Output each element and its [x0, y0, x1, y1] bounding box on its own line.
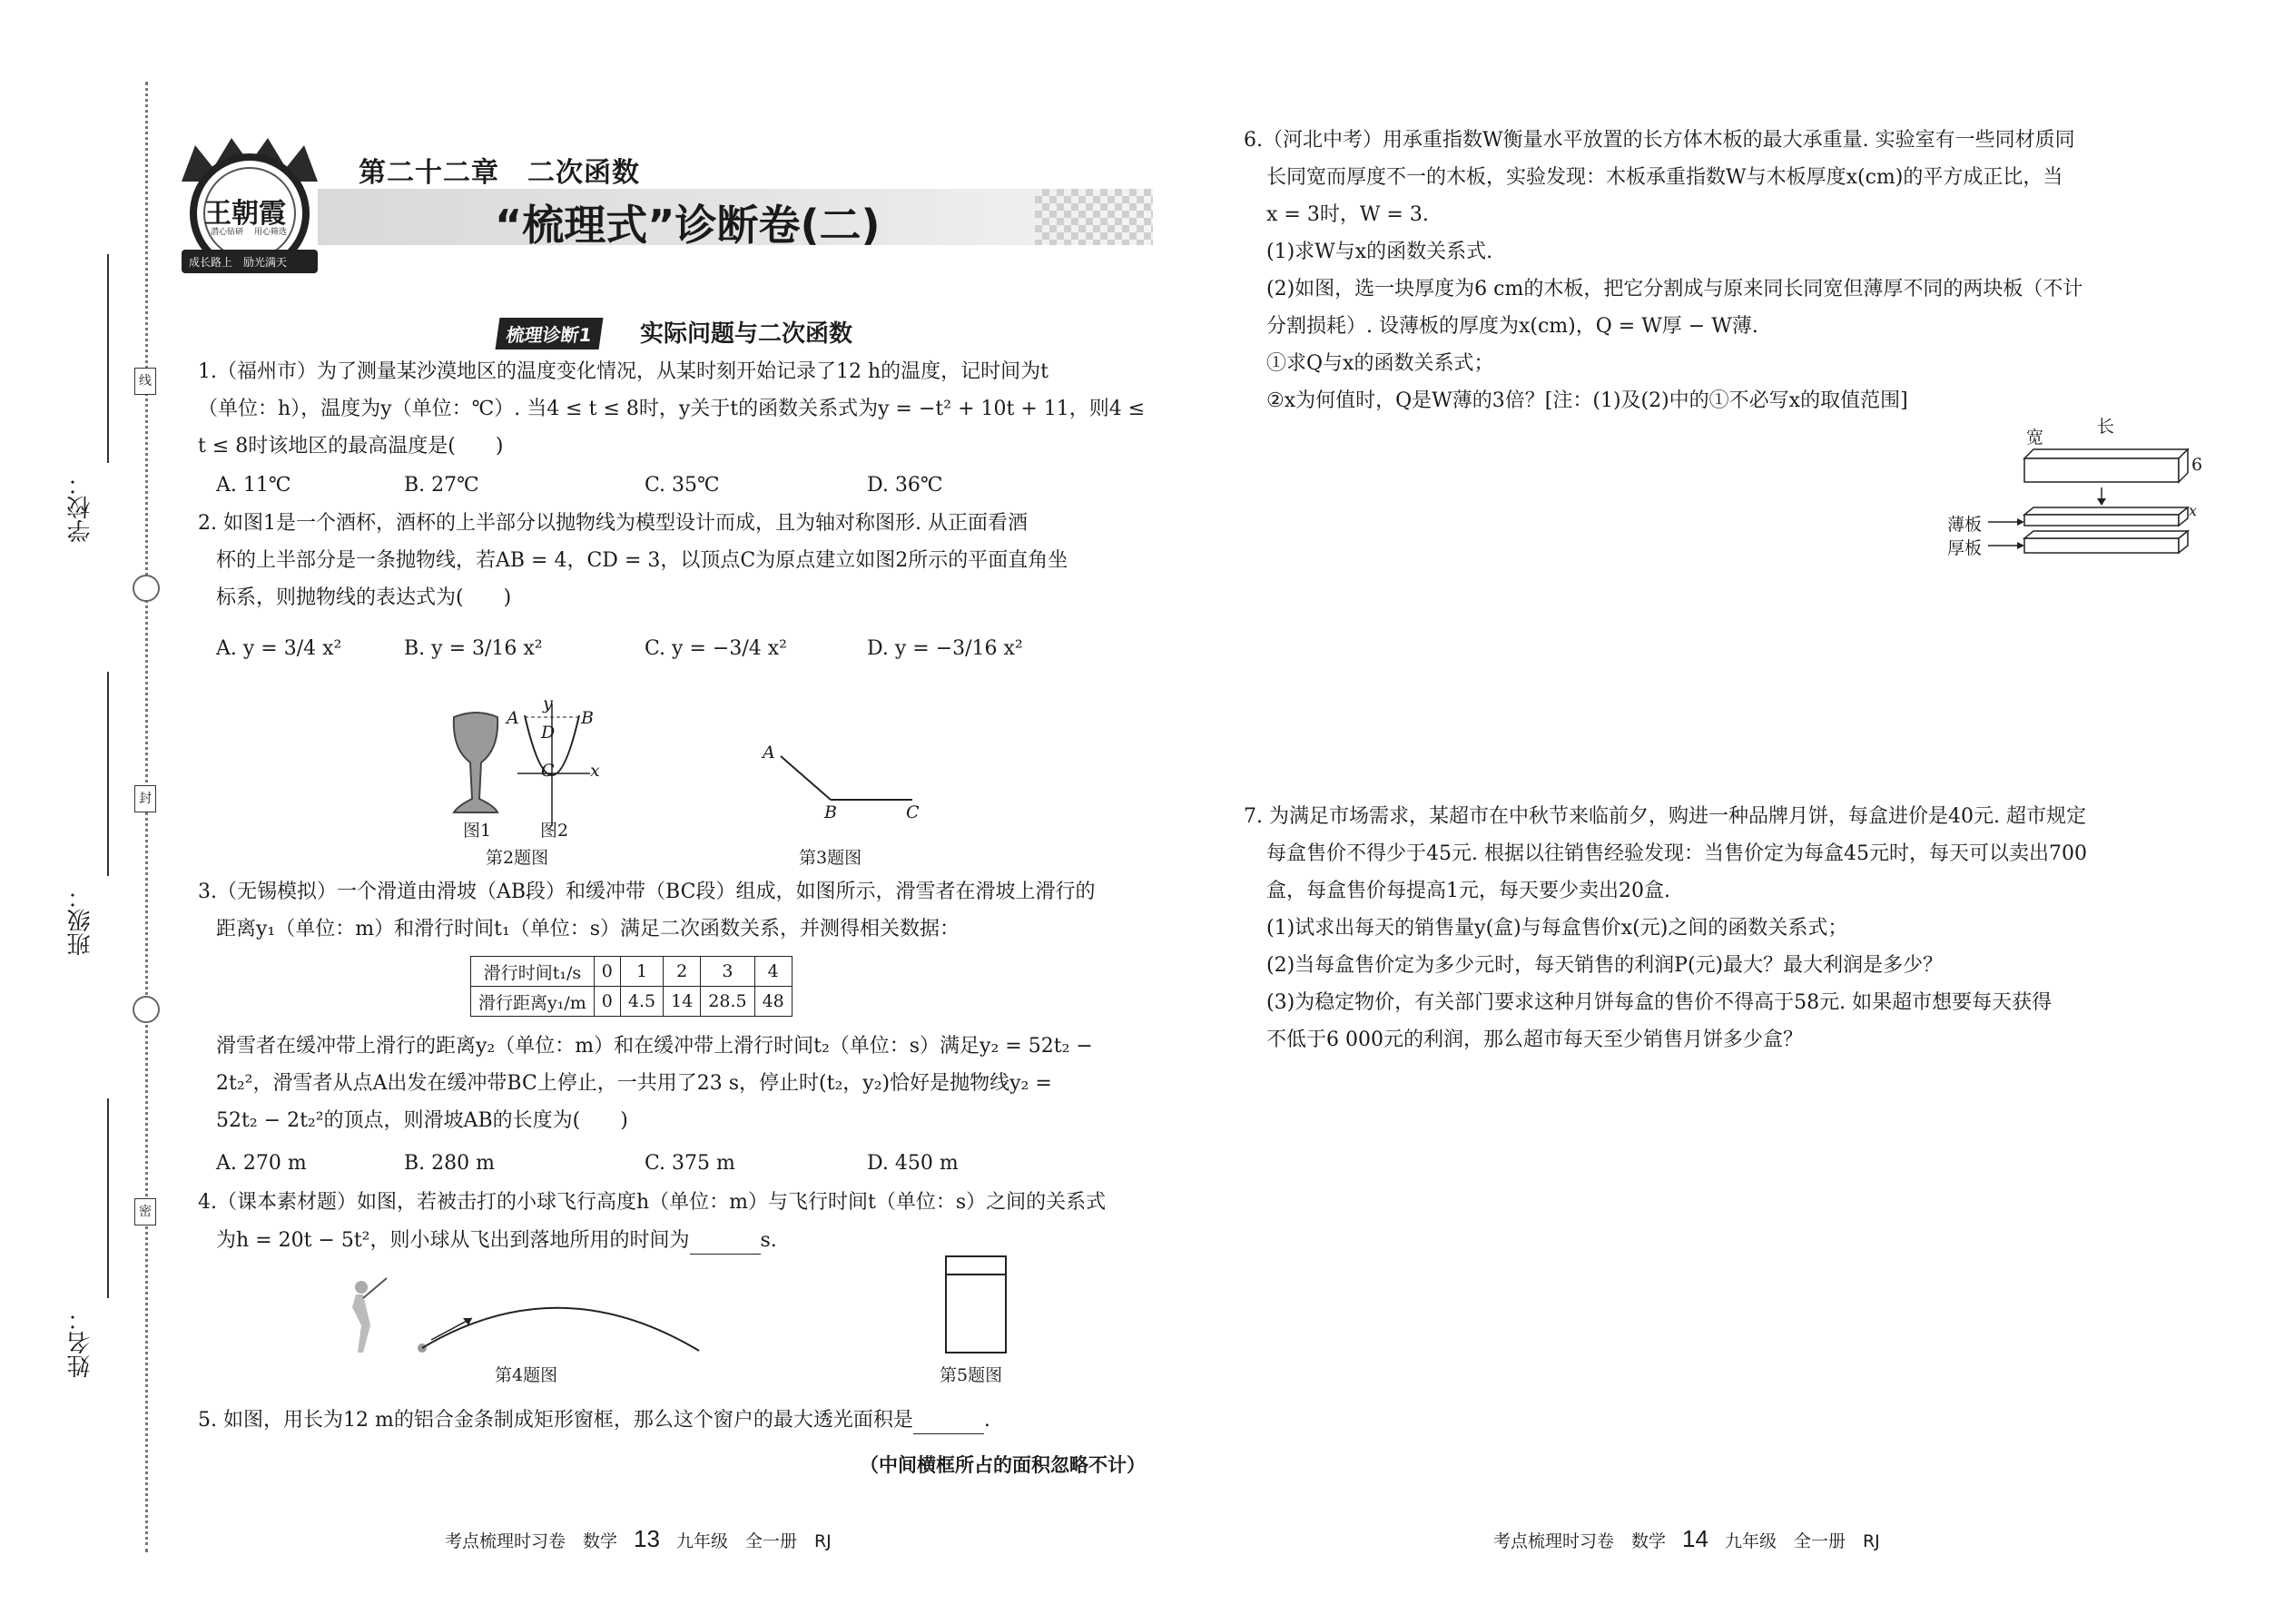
q6-line: x = 3时，W = 3. — [1266, 203, 1429, 226]
label-c: C — [541, 761, 555, 781]
q5-figure-caption: 第5题图 — [940, 1365, 1003, 1385]
q6-part2-2: ②x为何值时，Q是W薄的3倍？[注：(1)及(2)中的①不必写x的取值范围] — [1266, 389, 1908, 412]
ornament-icon — [133, 575, 160, 602]
label-long: 长 — [2097, 417, 2115, 437]
label-wide: 宽 — [2026, 428, 2044, 448]
q5-text: 5. 如图，用长为12 m的铝合金条制成矩形窗框，那么这个窗户的最大透光面积是 — [198, 1409, 913, 1432]
label-x: x — [590, 761, 600, 781]
q3-option-c[interactable]: C. 375 m — [645, 1152, 735, 1175]
chapter-title: 第二十二章 二次函数 — [359, 157, 640, 189]
q2-option-c[interactable]: C. y = −3/4 x² — [645, 637, 787, 660]
q7-line: 7. 为满足市场需求，某超市在中秋节来临前夕，购进一种品牌月饼，每盒进价是40元. 超市规定 — [1244, 805, 2086, 828]
section-badge: 梳理诊断1 — [496, 318, 604, 349]
q3-option-b[interactable]: B. 280 m — [404, 1152, 495, 1175]
slide-label-c: C — [906, 802, 920, 822]
ornament-icon — [133, 996, 160, 1023]
page-number: 14 — [1682, 1525, 1708, 1552]
q5-end: . — [983, 1409, 990, 1432]
label-thick-board: 厚板 — [1947, 538, 1983, 558]
label-a: A — [507, 708, 519, 728]
q4-line: 4.（课本素材题）如图，若被击打的小球飞行高度h（单位：m）与飞行时间t（单位：s）之间的关系式 — [198, 1191, 1107, 1214]
q2-option-d[interactable]: D. y = −3/16 x² — [867, 637, 1023, 660]
table-cell: 14 — [664, 987, 701, 1017]
slide-label-a: A — [763, 743, 775, 763]
q2-line: 2. 如图1是一个酒杯，酒杯的上半部分以抛物线为模型设计而成，且为轴对称图形. 从正面看酒 — [198, 512, 1028, 535]
q3-line: 2t₂²，滑雪者从点A出发在缓冲带BC上停止，一共用了23 s，停止时(t₂，y₂)恰好是抛物线y₂ = — [216, 1072, 1052, 1095]
q4-figure — [336, 1271, 717, 1362]
table-cell: 1 — [620, 957, 663, 987]
slide-label-b: B — [824, 802, 837, 822]
fig1-caption: 图1 — [463, 821, 492, 841]
table-cell: 0 — [594, 957, 620, 987]
class-label: 班级： — [67, 885, 94, 956]
table-cell: 3 — [701, 957, 754, 987]
label-six: 6 — [2191, 455, 2203, 475]
q7-part1: (1)试求出每天的销售量y(盒)与每盒售价x(元)之间的函数关系式； — [1266, 917, 1848, 940]
q2-figures — [445, 694, 645, 841]
q2-option-a[interactable]: A. y = 3/4 x² — [216, 637, 342, 660]
logo-slogan: 用心筛选 — [254, 228, 288, 237]
q3-option-a[interactable]: A. 270 m — [216, 1152, 307, 1175]
q4-figure-caption: 第4题图 — [495, 1365, 558, 1385]
q4-line — [216, 1227, 777, 1255]
q3-line: 3.（无锡模拟）一个滑道由滑坡（AB段）和缓冲带（BC段）组成，如图所示，滑雪者在滑坡上滑行的 — [198, 881, 1096, 903]
q7-part3: 不低于6 000元的利润，那么超市每天至少销售月饼多少盒？ — [1266, 1029, 1803, 1051]
q3-figure — [763, 743, 926, 824]
q7-part2: (2)当每盒售价定为多少元时，每天销售的利润P(元)最大？最大利润是多少？ — [1266, 954, 1944, 977]
q3-line: 52t₂ − 2t₂²的顶点，则滑坡AB的长度为( ) — [216, 1109, 628, 1132]
binding-dashed-line — [145, 82, 148, 1552]
q6-line: 长同宽而厚度不一的木板，实验发现：木板承重指数W与木板厚度x(cm)的平方成正比，当 — [1266, 166, 2063, 189]
q3-line: 距离y₁（单位：m）和滑行时间t₁（单位：s）满足二次函数关系，并测得相关数据： — [216, 918, 960, 940]
q3-figure-caption: 第3题图 — [799, 848, 862, 868]
footer-right — [1493, 1525, 1880, 1553]
fig2-caption: 图2 — [540, 821, 569, 841]
name-field[interactable] — [107, 1098, 109, 1298]
exam-title: “梳理式”诊断卷(二) — [495, 201, 881, 250]
brand-logo — [163, 127, 336, 281]
table-cell: 4 — [754, 957, 792, 987]
checker-pattern — [1035, 189, 1153, 245]
logo-text: 王朝霞 — [204, 198, 286, 230]
footer-suffix: 九年级 全一册 RJ — [1724, 1531, 1880, 1551]
table-cell: 28.5 — [701, 987, 754, 1017]
q6-part2: 分割损耗）. 设薄板的厚度为x(cm)，Q = W厚 − W薄. — [1266, 315, 1758, 338]
q6-line: 6.（河北中考）用承重指数W衡量水平放置的长方体木板的最大承重量. 实验室有一些同材质同 — [1244, 129, 2075, 152]
q1-line: t ≤ 8时该地区的最高温度是( ) — [198, 435, 504, 458]
school-label: 学校： — [67, 472, 94, 543]
q5-note: （中间横框所占的面积忽略不计） — [860, 1453, 1146, 1476]
class-field[interactable] — [107, 672, 109, 876]
q3-data-table — [470, 956, 793, 1017]
seal-box-closed: 密 — [134, 1198, 156, 1225]
q3-option-d[interactable]: D. 450 m — [867, 1152, 959, 1175]
footer-suffix: 九年级 全一册 RJ — [675, 1531, 832, 1551]
footer-left — [445, 1525, 832, 1553]
q6-board-figure — [1934, 417, 2203, 576]
q7-line: 每盒售价不得少于45元. 根据以往销售经验发现：当售价定为每盒45元时，每天可以卖出700 — [1266, 842, 2087, 865]
footer-prefix: 考点梳理时习卷 数学 — [1493, 1531, 1667, 1551]
table-row-label: 滑行距离y₁/m — [471, 987, 595, 1017]
q4-unit: s. — [760, 1229, 777, 1252]
school-field[interactable] — [107, 254, 109, 463]
q1-line: （单位：h），温度为y（单位：℃）. 当4 ≤ t ≤ 8时，y关于t的函数关系式为y = −t² + 10t + 11，则4 ≤ — [198, 398, 1146, 420]
q5-line — [198, 1407, 990, 1434]
q6-part2: (2)如图，选一块厚度为6 cm的木板，把它分割成与原来同长同宽但薄厚不同的两块板（不计 — [1266, 278, 2083, 300]
seal-box-seal: 封 — [134, 785, 156, 812]
q4-text: 为h = 20t − 5t²，则小球从飞出到落地所用的时间为 — [216, 1229, 690, 1252]
q5-answer-blank[interactable] — [913, 1413, 984, 1434]
table-row-label: 滑行时间t₁/s — [471, 957, 595, 987]
label-b: B — [581, 708, 594, 728]
q2-line: 杯的上半部分是一条抛物线，若AB = 4，CD = 3，以顶点C为原点建立如图2所示的平面直角坐 — [216, 549, 1068, 572]
q1-option-a[interactable]: A. 11℃ — [216, 474, 291, 497]
q2-option-b[interactable]: B. y = 3/16 x² — [404, 637, 543, 660]
q1-line: 1.（福州市）为了测量某沙漠地区的温度变化情况，从某时刻开始记录了12 h的温度，记时间为t — [198, 360, 1049, 383]
table-cell: 48 — [754, 987, 792, 1017]
logo-ribbon: 成长路上 励光满天 — [189, 256, 288, 269]
q6-part2-1: ①求Q与x的函数关系式； — [1266, 352, 1494, 375]
name-label: 姓名： — [67, 1307, 94, 1378]
table-cell: 4.5 — [620, 987, 663, 1017]
q5-window — [944, 1255, 1008, 1354]
table-cell: 0 — [594, 987, 620, 1017]
table-row — [471, 957, 793, 987]
logo-slogan: 潜心钻研 — [211, 228, 244, 237]
label-y: y — [543, 694, 553, 714]
q1-option-c[interactable]: C. 35℃ — [645, 474, 720, 497]
page-number: 13 — [634, 1525, 660, 1552]
label-d: D — [541, 723, 556, 743]
q7-line: 盒，每盒售价每提高1元，每天要少卖出20盒. — [1266, 880, 1670, 902]
q1-option-b[interactable]: B. 27℃ — [404, 474, 479, 497]
table-row — [471, 987, 793, 1017]
footer-prefix: 考点梳理时习卷 数学 — [445, 1531, 618, 1551]
label-x: x — [2189, 502, 2198, 519]
q1-option-d[interactable]: D. 36℃ — [867, 474, 943, 497]
table-cell: 2 — [664, 957, 701, 987]
seal-box-line: 线 — [134, 368, 156, 395]
q3-line: 滑雪者在缓冲带上滑行的距离y₂（单位：m）和在缓冲带上滑行时间t₂（单位：s）满足y₂ = 52t₂ − — [216, 1035, 1093, 1058]
q6-part1: (1)求W与x的函数关系式. — [1266, 241, 1493, 263]
q2-figure-caption: 第2题图 — [486, 848, 549, 868]
q7-part3: (3)为稳定物价，有关部门要求这种月饼每盒的售价不得高于58元. 如果超市想要每天获得 — [1266, 991, 2053, 1014]
label-thin-board: 薄板 — [1947, 515, 1983, 535]
section-title: 实际问题与二次函数 — [640, 320, 853, 348]
q4-answer-blank[interactable] — [690, 1234, 761, 1255]
q2-line: 标系，则抛物线的表达式为( ) — [216, 586, 512, 609]
